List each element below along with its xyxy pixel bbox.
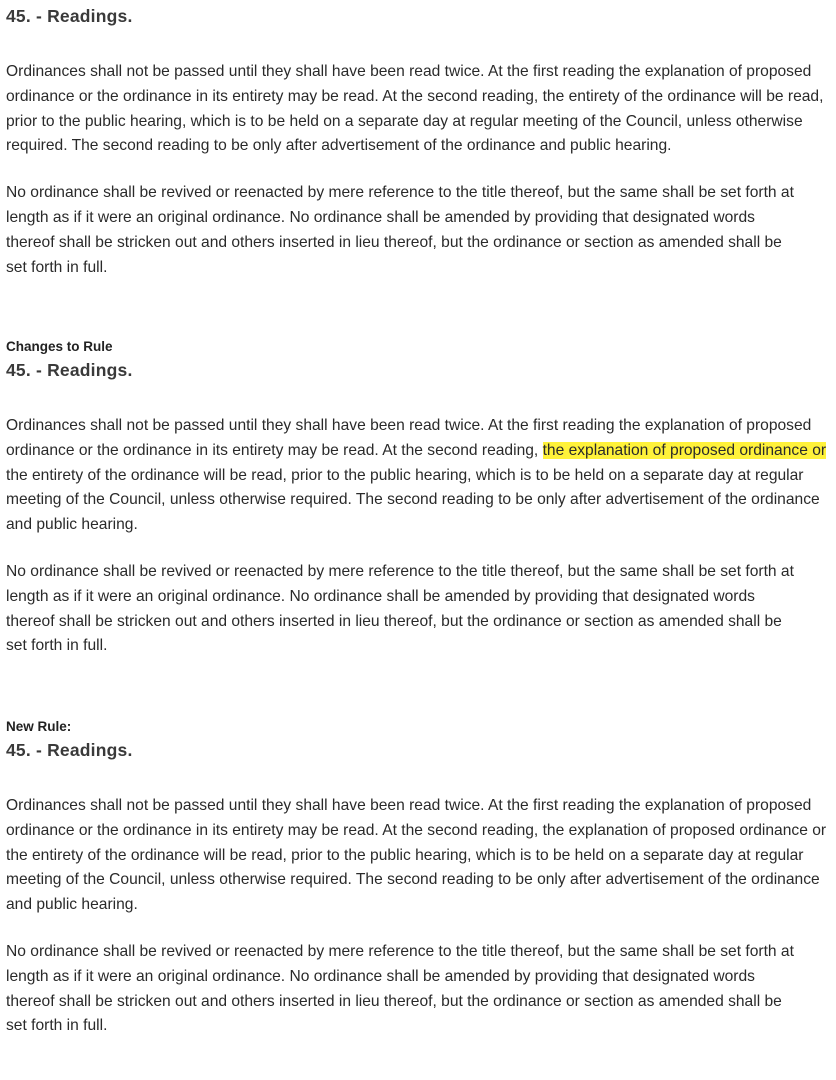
revival-paragraph: No ordinance shall be revived or reenacted by mere reference to the title thereof, but the same shall be set forth at length as if it were an original ordinance. No ordinance shall be amended by providing that designated words thereof shall be stricken out and others inserted in lieu thereof, but the ordinance or section as amended shall be set forth in full. (6, 184, 794, 276)
section-heading: 45. - Readings. (6, 740, 133, 760)
section-label: New Rule: (6, 719, 72, 734)
paragraph-text: Ordinances shall not be passed until they shall have been read twice. At the first reading the explanation of proposed ordinance or the ordinance in its entirety may be read. At the second reading, (6, 417, 812, 459)
changes-to-rule-section (6, 338, 832, 659)
original-rule-section (6, 4, 832, 280)
highlighted-change: the explanation of proposed ordinance or (542, 441, 827, 459)
section-heading: 45. - Readings. (6, 360, 133, 380)
paragraph-text-continued: the entirety of the ordinance will be read, prior to the public hearing, which is to be held on a separate day at regular meeting of the Council, unless otherwise required. The second reading to be only after advertisement of the ordinance and public hearing. (6, 87, 824, 155)
new-rule-section (6, 718, 832, 1039)
paragraph-text: Ordinances shall not be passed until they shall have been read twice. At the first reading the explanation of proposed ordinance or the ordinance in its entirety may be read. At the second reading, (6, 63, 812, 105)
paragraph-text: Ordinances shall not be passed until they shall have been read twice. At the first reading the explanation of proposed ordinance or the ordinance in its entirety may be read. At the second reading, the explanation of proposed ordinance or the entirety of the ordinance will be read, prior to the public hearing, which is to be held on a separate day at regular meeting of the Council, unless otherwise required. The second reading to be only after advertisement of the ordinance and public hearing. (6, 797, 827, 914)
paragraph-text-continued: the entirety of the ordinance will be read, prior to the public hearing, which is to be held on a separate day at regular meeting of the Council, unless otherwise required. The second reading to be only after advertisement of the ordinance and public hearing. (6, 466, 820, 534)
section-heading: 45. - Readings. (6, 6, 133, 26)
readings-paragraph (6, 794, 828, 918)
revival-paragraph: No ordinance shall be revived or reenacted by mere reference to the title thereof, but the same shall be set forth at length as if it were an original ordinance. No ordinance shall be amended by providing that designated words thereof shall be stricken out and others inserted in lieu thereof, but the ordinance or section as amended shall be set forth in full. (6, 942, 794, 1035)
readings-paragraph (6, 60, 826, 159)
revival-paragraph: No ordinance shall be revived or reenacted by mere reference to the title thereof, but the same shall be set forth at length as if it were an original ordinance. No ordinance shall be amended by providing that designated words thereof shall be stricken out and others inserted in lieu thereof, but the ordinance or section as amended shall be set forth in full. (6, 562, 794, 655)
section-label: Changes to Rule (6, 339, 113, 354)
readings-paragraph (6, 414, 828, 538)
